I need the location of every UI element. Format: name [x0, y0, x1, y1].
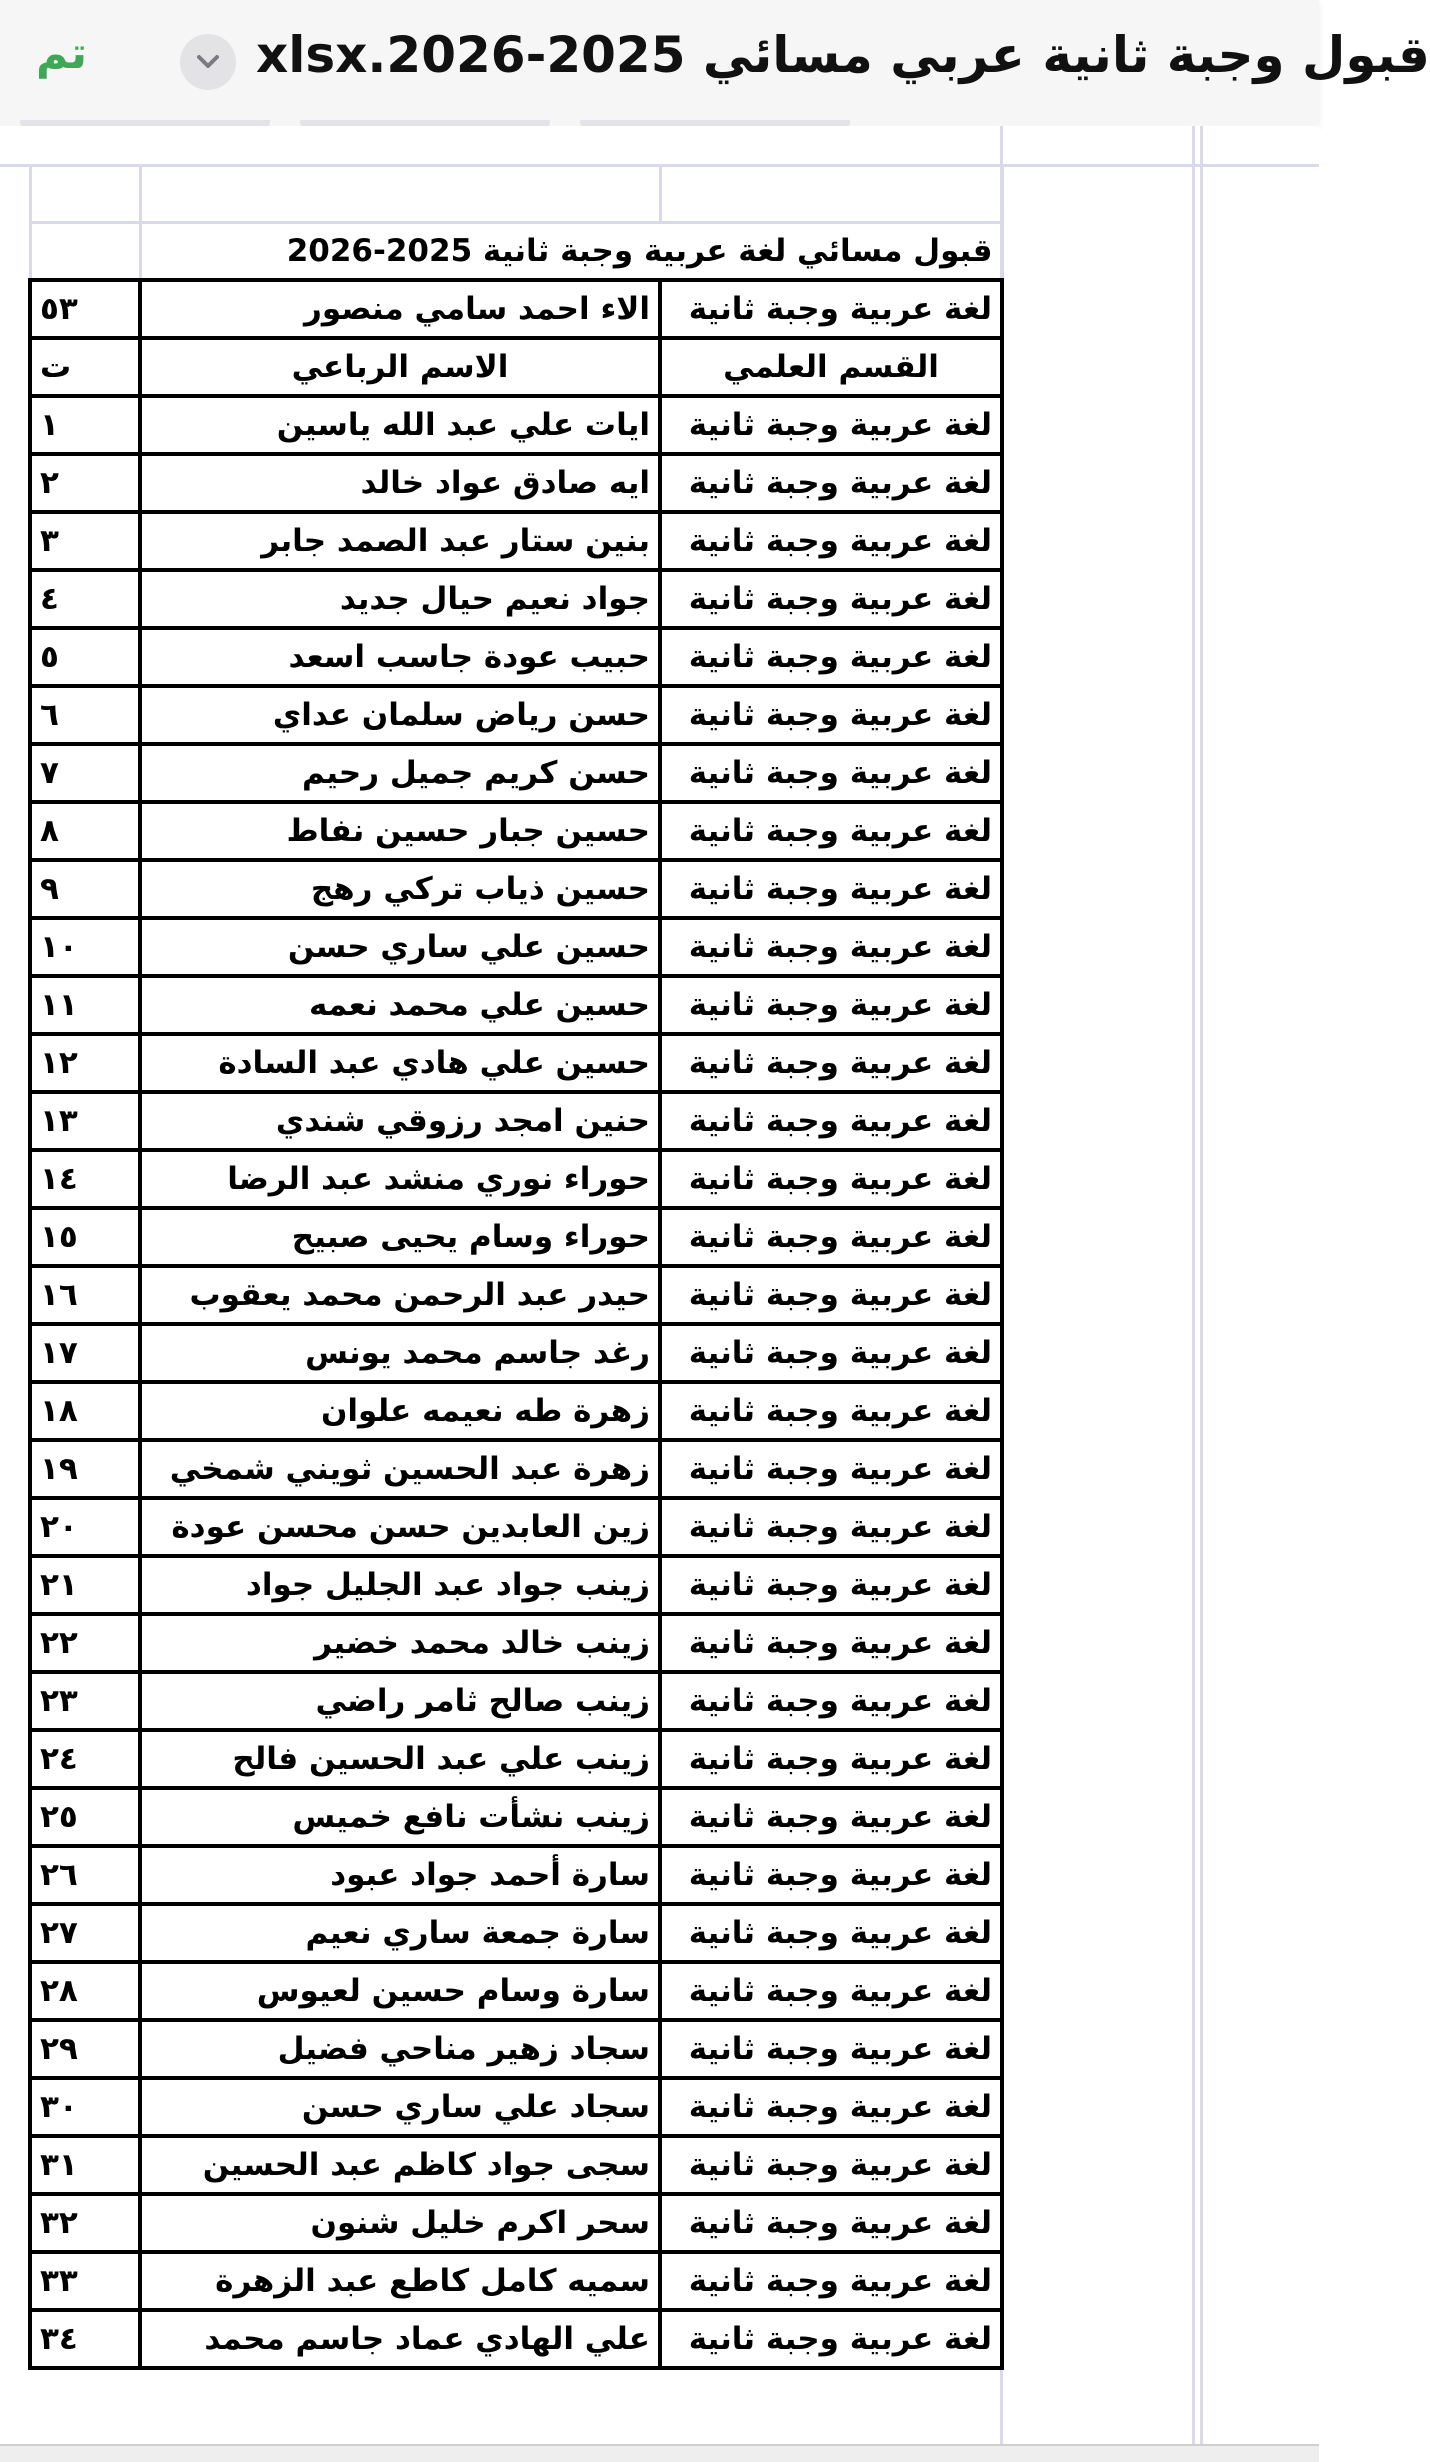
table-row [30, 918, 1002, 976]
table-row [30, 1614, 1002, 1672]
table-row [30, 280, 1002, 338]
student-name[interactable]: حسن كريم جميل رحيم [140, 744, 660, 802]
department[interactable]: لغة عربية وجبة ثانية [660, 802, 1002, 860]
student-name[interactable]: زينب صالح ثامر راضي [140, 1672, 660, 1730]
table-row [30, 454, 1002, 512]
row-number[interactable]: ٢٨ [30, 1962, 140, 2020]
bottom-bar [0, 2444, 1319, 2462]
student-name[interactable]: سجاد علي ساري حسن [140, 2078, 660, 2136]
table-row [30, 1962, 1002, 2020]
student-name[interactable]: زينب خالد محمد خضير [140, 1614, 660, 1672]
department[interactable]: لغة عربية وجبة ثانية [660, 2252, 1002, 2310]
department[interactable]: لغة عربية وجبة ثانية [660, 1904, 1002, 1962]
student-name[interactable]: حسين علي ساري حسن [140, 918, 660, 976]
row-number[interactable]: ٣١ [30, 2136, 140, 2194]
table-row [30, 1208, 1002, 1266]
student-name[interactable]: زهرة طه نعيمه علوان [140, 1382, 660, 1440]
student-name[interactable]: زين العابدين حسن محسن عودة [140, 1498, 660, 1556]
department[interactable]: لغة عربية وجبة ثانية [660, 1150, 1002, 1208]
spreadsheet-grid[interactable] [0, 126, 1319, 2444]
department[interactable]: لغة عربية وجبة ثانية [660, 686, 1002, 744]
table-row [30, 802, 1002, 860]
row-number[interactable]: ٣٢ [30, 2194, 140, 2252]
student-name[interactable]: سارة جمعة ساري نعيم [140, 1904, 660, 1962]
table-row [30, 2310, 1002, 2368]
cell[interactable] [660, 166, 1002, 223]
header-row [30, 338, 1002, 396]
student-name[interactable]: سحر اكرم خليل شنون [140, 2194, 660, 2252]
row-number[interactable]: ٢٤ [30, 1730, 140, 1788]
table-row [30, 976, 1002, 1034]
row-number[interactable]: ٢٢ [30, 1614, 140, 1672]
department[interactable]: لغة عربية وجبة ثانية [660, 1788, 1002, 1846]
row-number[interactable]: ١٢ [30, 1034, 140, 1092]
department[interactable]: لغة عربية وجبة ثانية [660, 396, 1002, 454]
department[interactable]: لغة عربية وجبة ثانية [660, 2194, 1002, 2252]
department[interactable]: لغة عربية وجبة ثانية [660, 2078, 1002, 2136]
table-row [30, 2020, 1002, 2078]
table-row [30, 1092, 1002, 1150]
table-row [30, 396, 1002, 454]
table-row [30, 1556, 1002, 1614]
department[interactable]: لغة عربية وجبة ثانية [660, 2020, 1002, 2078]
row-number[interactable]: ٣٠ [30, 2078, 140, 2136]
department[interactable]: لغة عربية وجبة ثانية [660, 1440, 1002, 1498]
document-title: قبول وجبة ثانية عربي مسائي 2025-2026.xlsx [256, 26, 1430, 84]
row-number[interactable]: ٩ [30, 860, 140, 918]
department[interactable]: لغة عربية وجبة ثانية [660, 1034, 1002, 1092]
row-number[interactable]: ٢ [30, 454, 140, 512]
student-name[interactable]: سجاد زهير مناحي فضيل [140, 2020, 660, 2078]
student-name[interactable]: رغد جاسم محمد يونس [140, 1324, 660, 1382]
student-name[interactable]: جواد نعيم حيال جديد [140, 570, 660, 628]
column-header-num[interactable]: ت [30, 338, 140, 396]
cell[interactable] [30, 223, 140, 281]
department[interactable]: لغة عربية وجبة ثانية [660, 1614, 1002, 1672]
student-name[interactable]: سارة أحمد جواد عبود [140, 1846, 660, 1904]
row-number[interactable]: ٢٣ [30, 1672, 140, 1730]
done-button[interactable]: تم [36, 28, 88, 79]
student-name[interactable]: حسن رياض سلمان عداي [140, 686, 660, 744]
department[interactable]: لغة عربية وجبة ثانية [660, 2310, 1002, 2368]
department[interactable]: لغة عربية وجبة ثانية [660, 280, 1002, 338]
row-number[interactable]: ٢٩ [30, 2020, 140, 2078]
department[interactable]: لغة عربية وجبة ثانية [660, 918, 1002, 976]
table-row [30, 2194, 1002, 2252]
table-row [30, 744, 1002, 802]
grid-line [1200, 126, 1203, 2444]
department[interactable]: لغة عربية وجبة ثانية [660, 1672, 1002, 1730]
row-number[interactable]: ١٦ [30, 1266, 140, 1324]
row-number[interactable]: ١٩ [30, 1440, 140, 1498]
title-menu-button[interactable] [180, 34, 236, 90]
table-row [30, 1788, 1002, 1846]
student-name[interactable]: ايات علي عبد الله ياسين [140, 396, 660, 454]
row-number[interactable]: ١٠ [30, 918, 140, 976]
student-name[interactable]: علي الهادي عماد جاسم محمد [140, 2310, 660, 2368]
student-name[interactable]: زينب علي عبد الحسين فالح [140, 1730, 660, 1788]
row-number[interactable]: ٧ [30, 744, 140, 802]
student-name[interactable]: حبيب عودة جاسب اسعد [140, 628, 660, 686]
title-row [30, 223, 1002, 281]
table-row [30, 686, 1002, 744]
empty-row [30, 166, 1002, 223]
table-row [30, 1672, 1002, 1730]
student-name[interactable]: حسين ذياب تركي رهج [140, 860, 660, 918]
row-number[interactable]: ٢٦ [30, 1846, 140, 1904]
department[interactable]: لغة عربية وجبة ثانية [660, 1556, 1002, 1614]
column-header-dept[interactable]: القسم العلمي [660, 338, 1002, 396]
row-number[interactable]: ١٨ [30, 1382, 140, 1440]
table-row [30, 1846, 1002, 1904]
data-table [28, 164, 1004, 2370]
student-name[interactable]: حوراء وسام يحيى صبيح [140, 1208, 660, 1266]
student-name[interactable]: زينب جواد عبد الجليل جواد [140, 1556, 660, 1614]
department[interactable]: لغة عربية وجبة ثانية [660, 454, 1002, 512]
row-number[interactable]: ١٣ [30, 1092, 140, 1150]
row-number[interactable]: ١ [30, 396, 140, 454]
student-name[interactable]: زينب نشأت نافع خميس [140, 1788, 660, 1846]
table-row [30, 512, 1002, 570]
table-row [30, 1034, 1002, 1092]
student-name[interactable]: حسين علي محمد نعمه [140, 976, 660, 1034]
student-name[interactable]: سارة وسام حسين لعيوس [140, 1962, 660, 2020]
student-name[interactable]: سجى جواد كاظم عبد الحسين [140, 2136, 660, 2194]
student-name[interactable]: حوراء نوري منشد عبد الرضا [140, 1150, 660, 1208]
department[interactable]: لغة عربية وجبة ثانية [660, 1846, 1002, 1904]
table-row [30, 2252, 1002, 2310]
row-number[interactable]: ١٥ [30, 1208, 140, 1266]
table-row [30, 628, 1002, 686]
row-number[interactable]: ٦ [30, 686, 140, 744]
row-number[interactable]: ٣ [30, 512, 140, 570]
chevron-down-icon [194, 50, 222, 74]
row-number[interactable]: ٢٥ [30, 1788, 140, 1846]
table-row [30, 1324, 1002, 1382]
student-name[interactable]: حسين علي هادي عبد السادة [140, 1034, 660, 1092]
row-number[interactable]: ٣٣ [30, 2252, 140, 2310]
department[interactable]: لغة عربية وجبة ثانية [660, 976, 1002, 1034]
student-name[interactable]: ايه صادق عواد خالد [140, 454, 660, 512]
row-number[interactable]: ٥ [30, 628, 140, 686]
student-name[interactable]: زهرة عبد الحسين ثويني شمخي [140, 1440, 660, 1498]
student-name[interactable]: بنين ستار عبد الصمد جابر [140, 512, 660, 570]
row-number[interactable]: ١٤ [30, 1150, 140, 1208]
department[interactable]: لغة عربية وجبة ثانية [660, 860, 1002, 918]
table-row [30, 2078, 1002, 2136]
student-name[interactable]: الاء احمد سامي منصور [140, 280, 660, 338]
department[interactable]: لغة عربية وجبة ثانية [660, 512, 1002, 570]
department[interactable]: لغة عربية وجبة ثانية [660, 744, 1002, 802]
row-number[interactable]: ٥٣ [30, 280, 140, 338]
department[interactable]: لغة عربية وجبة ثانية [660, 1498, 1002, 1556]
row-number[interactable]: ٢٠ [30, 1498, 140, 1556]
table-row [30, 2136, 1002, 2194]
row-number[interactable]: ١١ [30, 976, 140, 1034]
table-row [30, 570, 1002, 628]
cell[interactable] [30, 166, 140, 223]
row-number[interactable]: ٢١ [30, 1556, 140, 1614]
toolbar [0, 0, 1430, 127]
student-name[interactable]: سميه كامل كاطع عبد الزهرة [140, 2252, 660, 2310]
department[interactable]: لغة عربية وجبة ثانية [660, 570, 1002, 628]
row-number[interactable]: ٤ [30, 570, 140, 628]
department[interactable]: لغة عربية وجبة ثانية [660, 2136, 1002, 2194]
department[interactable]: لغة عربية وجبة ثانية [660, 1382, 1002, 1440]
department[interactable]: لغة عربية وجبة ثانية [660, 1266, 1002, 1324]
row-number[interactable]: ١٧ [30, 1324, 140, 1382]
sheet-title[interactable]: قبول مسائي لغة عربية وجبة ثانية 2025-2026 [140, 223, 1002, 281]
table-row [30, 1730, 1002, 1788]
table-row [30, 860, 1002, 918]
department[interactable]: لغة عربية وجبة ثانية [660, 1208, 1002, 1266]
student-name[interactable]: حسين جبار حسين نفاط [140, 802, 660, 860]
table-row [30, 1440, 1002, 1498]
row-number[interactable]: ٨ [30, 802, 140, 860]
table-row [30, 1904, 1002, 1962]
row-number[interactable]: ٢٧ [30, 1904, 140, 1962]
table-row [30, 1150, 1002, 1208]
table-row [30, 1498, 1002, 1556]
grid-line [1192, 126, 1195, 2444]
student-name[interactable]: حيدر عبد الرحمن محمد يعقوب [140, 1266, 660, 1324]
department[interactable]: لغة عربية وجبة ثانية [660, 1324, 1002, 1382]
column-header-name[interactable]: الاسم الرباعي [140, 338, 660, 396]
department[interactable]: لغة عربية وجبة ثانية [660, 1092, 1002, 1150]
department[interactable]: لغة عربية وجبة ثانية [660, 1730, 1002, 1788]
table-row [30, 1266, 1002, 1324]
table-row [30, 1382, 1002, 1440]
cell[interactable] [140, 166, 660, 223]
department[interactable]: لغة عربية وجبة ثانية [660, 628, 1002, 686]
student-name[interactable]: حنين امجد رزوقي شندي [140, 1092, 660, 1150]
department[interactable]: لغة عربية وجبة ثانية [660, 1962, 1002, 2020]
row-number[interactable]: ٣٤ [30, 2310, 140, 2368]
